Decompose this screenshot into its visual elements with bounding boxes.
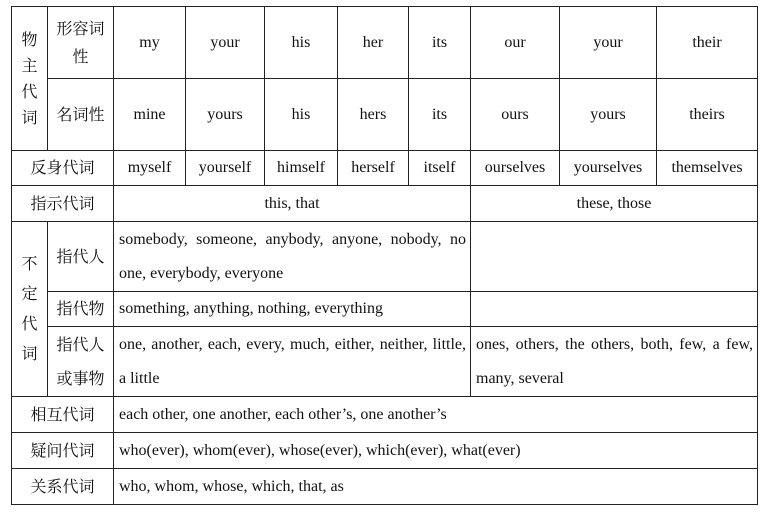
interrogative-label: 疑问代词	[12, 433, 114, 469]
refl-1: myself	[114, 151, 186, 186]
adj-4: her	[338, 7, 409, 79]
adj-6: our	[471, 7, 560, 79]
demonstrative-label: 指示代词	[12, 186, 114, 222]
refl-5: itself	[409, 151, 471, 186]
possessive-noun-row	[12, 79, 758, 151]
noun-8: theirs	[657, 79, 758, 151]
relative-forms: who, whom, whose, which, that, as	[114, 469, 758, 505]
refl-7: yourselves	[560, 151, 657, 186]
interrogative-row	[12, 433, 758, 469]
indefinite-things-row	[12, 292, 758, 327]
indefinite-both-label-line1: 指代人	[56, 334, 105, 354]
indefinite-both-label-line2: 或事物	[56, 368, 105, 388]
adj-1: my	[114, 7, 186, 79]
adj-7: your	[560, 7, 657, 79]
refl-3: himself	[265, 151, 338, 186]
relative-row	[12, 469, 758, 505]
indefinite-things-singular: something, anything, nothing, everything	[114, 292, 471, 327]
noun-1: mine	[114, 79, 186, 151]
possessive-adjective-row	[12, 7, 758, 79]
interrogative-forms: who(ever), whom(ever), whose(ever), which(ever), what(ever)	[114, 433, 758, 469]
reflexive-row	[12, 151, 758, 186]
possessive-group-label: 物主代词	[12, 7, 48, 151]
adj-8: their	[657, 7, 758, 79]
indefinite-both-singular: one, another, each, every, much, either, neither, little, a little	[114, 327, 471, 397]
reciprocal-forms: each other, one another, each other’s, one another’s	[114, 397, 758, 433]
indefinite-both-plural: ones, others, the others, both, few, a few, many, several	[471, 327, 758, 397]
refl-6: ourselves	[471, 151, 560, 186]
indefinite-both-row	[12, 327, 758, 397]
indefinite-people-plural	[471, 222, 758, 292]
reciprocal-row	[12, 397, 758, 433]
noun-4: hers	[338, 79, 409, 151]
indefinite-both-label	[48, 327, 114, 397]
demonstrative-row	[12, 186, 758, 222]
demonstrative-plural: these, those	[471, 186, 758, 222]
noun-6: ours	[471, 79, 560, 151]
indefinite-things-label: 指代物	[48, 292, 114, 327]
indefinite-people-singular: somebody, someone, anybody, anyone, nobody, no one, everybody, everyone	[114, 222, 471, 292]
refl-4: herself	[338, 151, 409, 186]
noun-5: its	[409, 79, 471, 151]
indefinite-people-row	[12, 222, 758, 292]
adj-2: your	[186, 7, 265, 79]
indefinite-group-label: 不定代词	[12, 222, 48, 397]
refl-8: themselves	[657, 151, 758, 186]
adj-3: his	[265, 7, 338, 79]
noun-2: yours	[186, 79, 265, 151]
adj-5: its	[409, 7, 471, 79]
relative-label: 关系代词	[12, 469, 114, 505]
pronoun-table-container	[11, 6, 758, 505]
indefinite-people-label: 指代人	[48, 222, 114, 292]
reflexive-label: 反身代词	[12, 151, 114, 186]
adjective-form-label: 形容词性	[48, 7, 114, 79]
pronoun-table	[11, 6, 758, 505]
noun-form-label: 名词性	[48, 79, 114, 151]
indefinite-things-plural	[471, 292, 758, 327]
noun-3: his	[265, 79, 338, 151]
noun-7: yours	[560, 79, 657, 151]
demonstrative-singular: this, that	[114, 186, 471, 222]
reciprocal-label: 相互代词	[12, 397, 114, 433]
refl-2: yourself	[186, 151, 265, 186]
